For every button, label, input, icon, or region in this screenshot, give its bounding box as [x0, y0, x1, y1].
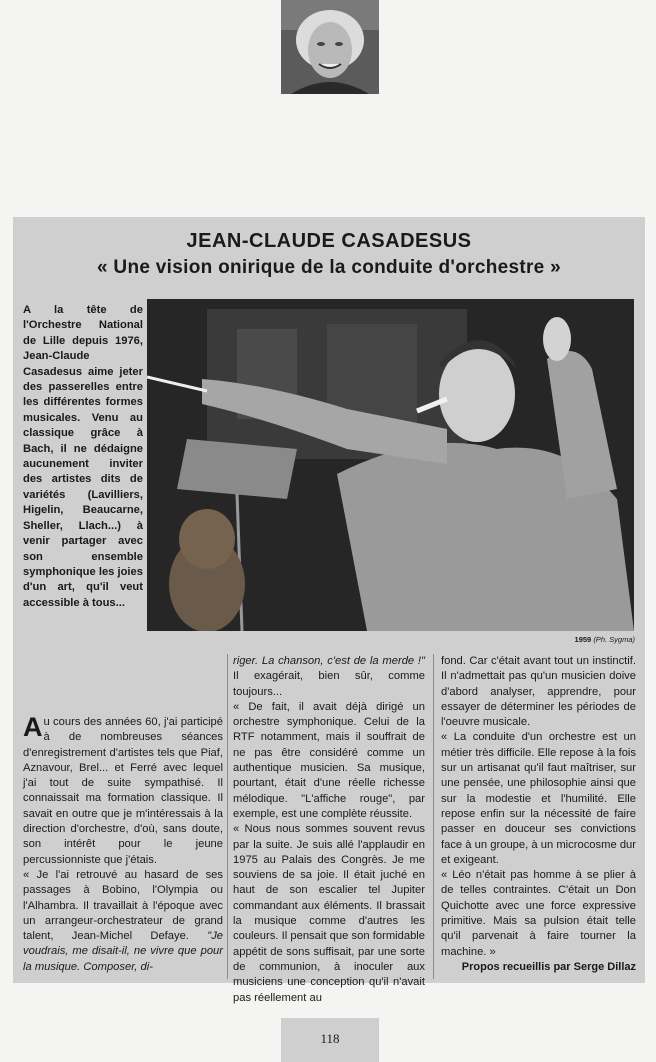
conductor-photo [147, 299, 634, 631]
paragraph-text: « Je l'ai retrouvé au hasard de ses passages à Bobino, l'Olympia ou l'Alhambra. Il travaillait à l'époque avec un arrangeur-orchestrateur de grand talent, Jean-Michel Defaye. [23, 868, 223, 943]
column-divider [227, 654, 228, 979]
article-subtitle: « Une vision onirique de la conduite d'orchestre » [96, 257, 561, 278]
paragraph-text: u cours des années 60, j'ai participé à de nombreuses séances d'enregistrement d'artistes tels que Piaf, Aznavour, Brel... et Ferré avec lequel j'ai tout de suite sympathisé. Il connaissait ma formation classique. Il savait en outre que je m'intéressais à la direction d'orchestre, d'où, sans doute, son intérêt pour le jeune percussionniste que j'étais. [23, 716, 223, 866]
paragraph [23, 712, 223, 868]
dropcap: A [23, 712, 43, 742]
paragraph: « Nous nous sommes souvent revus par la suite. Je suis allé l'applaudir en 1975 au Palais des Congrès. Je me souviens de sa joie. Il était juché en haut de son escalier tel Jupiter commandant aux éléments. Il brassait la musique comme d'autres les couleurs. Il pensait que son formidable appétit de sons suffisait, par une sorte de communion, à inoculer aux musiciens une conception qu'il n'avait pas réellement au [233, 823, 425, 1004]
paragraph: fond. Car c'était avant tout un instinctif. Il n'admettait pas qu'un musicien doive d'abord analyser, apprendre, pour essayer de déterminer les périodes de l'oeuvre musicale. [441, 655, 636, 729]
caption-year: 1959 [574, 635, 592, 644]
paragraph [233, 654, 425, 700]
quote-text: riger. La chanson, c'est de la merde !" [233, 655, 425, 667]
signature: Propos recueillis par Serge Dillaz [461, 960, 636, 973]
paragraph: « La conduite d'un orchestre est un métier très difficile. Elle repose à la fois sur un artisanat qu'il faut maîtriser, sur une pensée, une philosophie ainsi que sur la modestie et l'humilité. Elle repose enfin sur la nécessité de faire passer en douceur ses convictions face à un groupe, à un microcosme dur et exigeant. [441, 731, 636, 866]
article-panel [13, 217, 645, 1004]
portrait-illustration [281, 0, 379, 94]
portrait-photo [281, 0, 379, 94]
quote-text: "Je voudrais, me disait-il, ne vivre que pour la musique. Composer, di- [23, 930, 224, 973]
paragraph-text: Il exagérait, bien sûr, comme toujours... [233, 670, 425, 698]
text-column-1 [23, 712, 224, 975]
intro-text: A la tête de l'Orchestre National de Lille depuis 1976, Jean-Claude Casadesus aime jeter des passerelles entre les différentes formes musicales. Venu au classique grâce à Bach, il ne dédaigne aucunement inviter des artistes dits de variétés (Lavilliers, Higelin, Beaucarne, Sheller, Llach...) à venir partager avec son ensemble symphonique les joies d'un art, qu'il veut accessible à tous... [23, 304, 143, 609]
paragraph [23, 868, 223, 975]
page-number: 118 [320, 1031, 340, 1046]
column-divider [433, 654, 434, 979]
page-number-box [281, 1018, 379, 1062]
paragraph: « De fait, il avait déjà dirigé un orchestre symphonique. Celui de la RTF notamment, mais il souffrait de ne pas être considéré comme un authentique musicien. Sa musique, pourtant, était d'une réelle richesse mélodique. "L'affiche rouge", par exemple, est une complète réussite. [233, 700, 425, 820]
caption-credit: (Ph. Sygma) [593, 635, 635, 644]
paragraph: « Léo n'était pas homme à se plier à de telles contraintes. C'était un Don Quichotte avec une force expressive primitive. Mais sa pulsion était telle qu'il parvenait à faire tourner la machine. » [441, 869, 636, 958]
article-title: JEAN-CLAUDE CASADESUS [186, 230, 472, 252]
conductor-illustration [147, 299, 634, 631]
article-intro [23, 303, 143, 611]
photo-caption [575, 635, 635, 644]
text-column-2 [233, 654, 425, 1006]
text-column-3 [441, 654, 636, 975]
